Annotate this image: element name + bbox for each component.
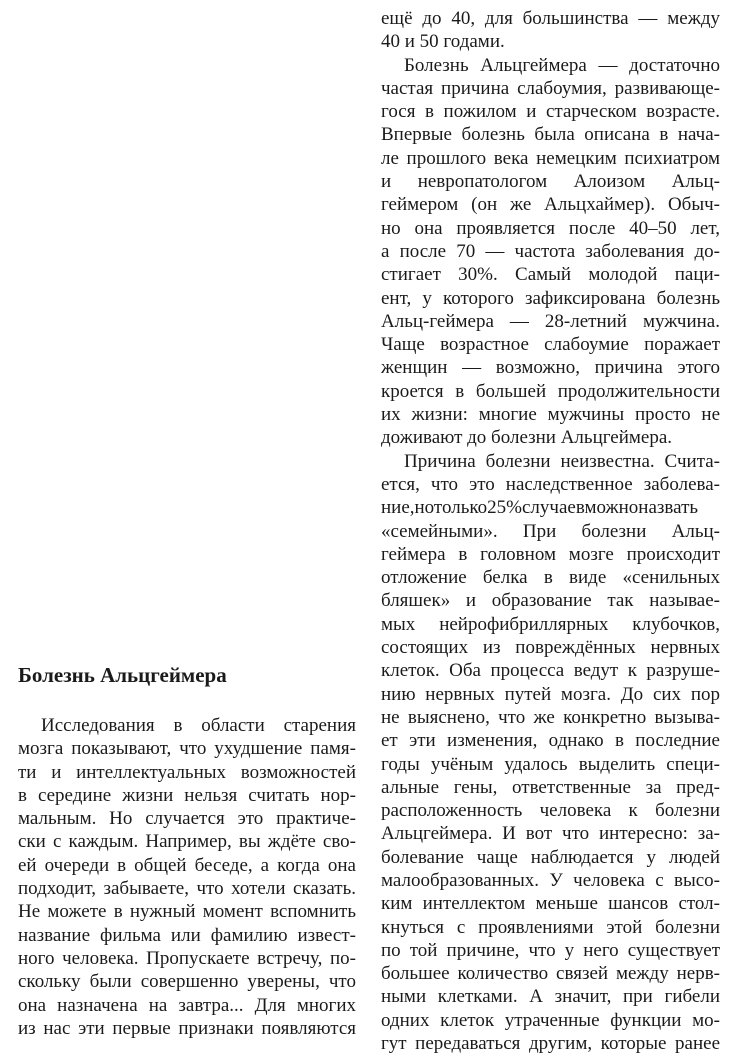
left-column: [18, 661, 356, 1040]
text-line: ким интеллектом меньше шансов стол-: [381, 893, 720, 915]
text-line: из нас эти первые признаки появляются: [18, 1017, 356, 1039]
text-line: «семейными». При болезни Альц-: [381, 520, 720, 542]
text-line: доживают до болезни Альцгеймера.: [381, 427, 673, 449]
text-line: подходит, забываете, что хотели сказать.: [18, 878, 356, 900]
paragraph-3: [381, 450, 720, 1055]
text-line: ещё до 40, для большинства — между: [381, 8, 720, 29]
text-line: не выяснено, что же конкретно вызыва-: [381, 706, 720, 728]
right-column: [381, 7, 720, 1055]
text-line: Болезнь Альцгеймера — достаточно: [404, 54, 720, 76]
text-line: ей очереди в общей беседе, а когда она: [18, 854, 356, 876]
text-line: ти и интеллектуальных возможностей: [18, 761, 356, 783]
heading-spacer: [18, 689, 356, 714]
text-line: состоящих из повреждённых нервных: [381, 637, 720, 659]
text-line: Альцгеймера. И вот что интересно: за-: [381, 823, 720, 845]
text-line: и невропатологом Алоизом Альц-: [381, 171, 720, 193]
text-line: Исследования в области старения: [41, 715, 356, 736]
text-line: ент, у которого зафиксирована болезнь: [381, 287, 720, 309]
text-line: кнуться с проявлениями этой болезни: [381, 916, 720, 938]
text-line: большее количество связей между нерв-: [381, 963, 720, 985]
text-line: ными клетками. А значит, при гибели: [381, 986, 720, 1008]
text-line: отложение белка в виде «сенильных: [381, 567, 720, 589]
text-line: малообразованных. У человека с высо-: [381, 869, 720, 891]
text-line: годы учёным удалось выделить специ-: [381, 753, 720, 775]
text-line: Не можете в нужный момент вспомнить: [18, 901, 356, 923]
text-line: но она проявляется после 40–50 лет,: [381, 217, 720, 239]
text-line: ет эти изменения, однако в последние: [381, 730, 720, 752]
text-line: кроется в большей продолжительности: [381, 380, 720, 402]
section-heading: Болезнь Альцгеймера: [18, 663, 227, 687]
text-line: геймером (он же Альцхаймер). Обыч-: [381, 194, 720, 216]
text-line: ние,нотолько25%случаевможноназвать: [381, 497, 699, 519]
text-line: мых нейрофибриллярных клубочков,: [381, 613, 720, 635]
text-line: ски с каждым. Например, вы ждёте сво-: [18, 831, 356, 853]
text-line: ется, что это наследственное заболева-: [381, 473, 720, 495]
text-line: мозга показывают, что ухудшение памя-: [18, 738, 356, 760]
text-line: 40 и 50 годами.: [381, 31, 505, 53]
text-line: болевание чаще наблюдается у людей: [381, 846, 720, 868]
text-line: женщин — возможно, причина этого: [381, 357, 720, 379]
text-line: одних клеток утраченные функции мо-: [381, 1009, 720, 1031]
text-line: по той причине, что у него существует: [381, 939, 720, 961]
text-line: геймера в головном мозге происходит: [381, 543, 720, 565]
paragraph-2: [381, 54, 720, 450]
text-line: гут передаваться другим, которые ранее: [381, 1033, 720, 1055]
text-line: гося в пожилом и старческом возрасте.: [381, 101, 720, 123]
text-line: ле прошлого века немецким психиатром: [381, 147, 720, 169]
paragraph-1: [18, 714, 356, 1040]
text-line: частая причина слабоумия, развивающе-: [381, 77, 720, 99]
text-line: название фильма или фамилию извест-: [18, 924, 356, 946]
text-line: Альц-геймера — 28-летний мужчина.: [381, 310, 720, 332]
text-line: нию нервных путей мозга. До сих пор: [381, 683, 720, 705]
text-line: стигает 30%. Самый молодой паци-: [381, 264, 720, 286]
text-line: Впервые болезнь была описана в нача-: [381, 124, 720, 146]
text-line: их жизни: многие мужчины просто не: [381, 404, 720, 426]
text-line: клеток. Оба процесса ведут к разруше-: [381, 660, 720, 682]
text-line: скольку были совершенно уверены, что: [18, 971, 356, 993]
text-line: а после 70 — частота заболевания до-: [381, 240, 720, 262]
text-line: в середине жизни нельзя считать нор-: [18, 784, 356, 806]
text-line: она назначена на завтра... Для многих: [18, 994, 356, 1016]
text-line: Причина болезни неизвестна. Счита-: [404, 450, 720, 472]
text-line: расположенность человека к болезни: [381, 800, 720, 822]
text-line: альные гены, ответственные за пред-: [381, 776, 720, 798]
text-line: ного человека. Пропускаете встречу, по-: [18, 947, 356, 969]
text-line: бляшек» и образование так называе-: [381, 590, 720, 612]
text-line: мальным. Но случается это практиче-: [18, 808, 356, 830]
paragraph-continuation: [381, 7, 720, 54]
text-line: Чаще возрастное слабоумие поражает: [381, 334, 720, 356]
